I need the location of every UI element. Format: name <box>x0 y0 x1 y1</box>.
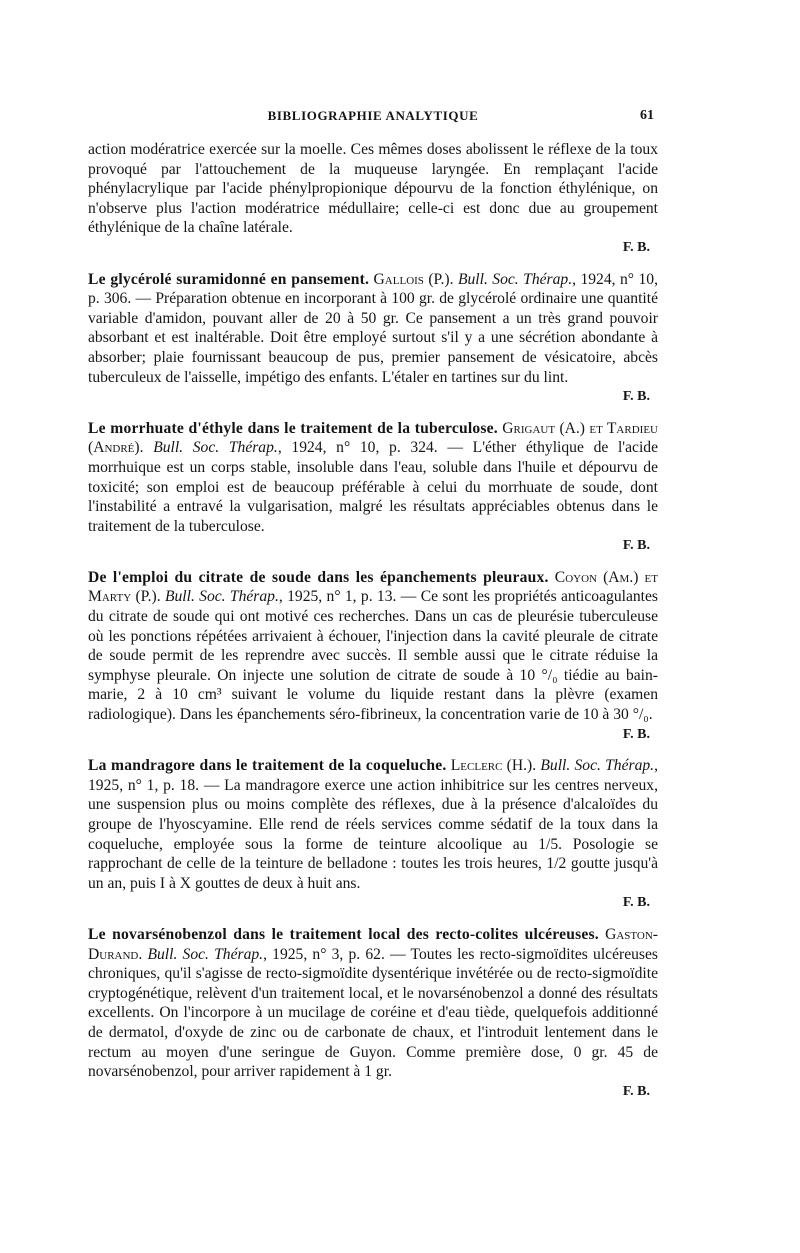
entry-author: Leclerc (H.). <box>450 757 537 775</box>
abstract-entry <box>88 270 658 407</box>
entry-source: Bull. Soc. Thérap. <box>147 945 264 963</box>
abstract-entry <box>88 925 658 1101</box>
entry-signature: F. B. <box>622 726 650 742</box>
entry-reference: , 1925, n° 3, p. 62. <box>263 945 385 963</box>
page-header <box>88 108 658 130</box>
entry-body: — La mandragore exerce une action inhibitrice sur les centres nerveux, une suspension plus ou moins complète des réflexes, due à la présence d'alcaloïdes du groupe de l'hyoscyamine. Elle rend de réels services comme sédatif de la toux dans la coqueluche, employée sous la forme de teinture alcoolique au 1/5. Posologie se rapprochant de celle de la teinture de belladone : toutes les trois heures, 1/2 goutte jusqu'à un an, puis I à X gouttes de deux à huit ans. <box>88 776 658 892</box>
entry-author: Coyon (Am.) et Marty (P.). <box>88 568 658 606</box>
intro-paragraph <box>88 140 658 258</box>
entry-title: La mandragore dans le traitement de la coqueluche. <box>88 757 447 775</box>
entry-signature: F. B. <box>622 239 650 255</box>
entry-source: Bull. Soc. Thérap. <box>457 270 573 288</box>
entry-author: Grigaut (A.) et Tardieu (André). <box>88 419 658 457</box>
abstract-entry <box>88 419 658 556</box>
abstract-entry <box>88 756 658 913</box>
page-number: 61 <box>640 108 654 123</box>
entry-signature: F. B. <box>622 1083 650 1099</box>
entry-body: — L'éther éthylique de l'acide morrhuique est un corps stable, insoluble dans l'eau, soluble dans l'huile et dépourvu de toxicité; son emploi est de beaucoup préférable à celui du morrhuate de soude, dont l'instabilité a entravé la vulgarisation, malgré les résultats appréciables obtenus dans le traitement de la tuberculose. <box>88 439 658 535</box>
entry-author: Gallois (P.). <box>373 270 454 288</box>
entry-reference: , 1925, n° 1, p. 13. <box>278 588 397 606</box>
entry-signature: F. B. <box>622 895 650 911</box>
running-head: BIBLIOGRAPHIE ANALYTIQUE <box>267 108 479 123</box>
entry-reference: , 1924, n° 10, p. 324. <box>277 439 438 457</box>
entry-title: De l'emploi du citrate de soude dans les épanchements pleuraux. <box>88 568 549 586</box>
entry-source: Bull. Soc. Thérap. <box>164 588 279 606</box>
entry-signature: F. B. <box>622 538 650 554</box>
entry-body: — Toutes les recto-sigmoïdites ulcéreuses chroniques, qu'il s'agisse de recto-sigmoïdite dysentérique invétérée ou de recto-sigmoïdite cryptogénétique, relèvent d'un traitement local, et le novarsénobenzol a donné des résultats excellents. On l'incorpore à un mucilage de coréine et d'eau tiède, quelquefois additionné de dermatol, d'oxyde de zinc ou de carbonate de chaux, et l'introduit lentement dans le rectum au moyen d'une seringue de Guyon. Comme première dose, 0 gr. 45 de novarsénobenzol, pour arriver rapidement à 1 gr. <box>88 945 658 1081</box>
entry-author: Gaston-Durand. <box>88 925 658 963</box>
entry-source: Bull. Soc. Thérap. <box>153 439 278 457</box>
entry-source: Bull. Soc. Thérap. <box>540 757 655 775</box>
intro-text: action modératrice exercée sur la moelle. Ces mêmes doses abolissent le réflexe de la toux provoqué par l'attouchement de la muqueuse laryngée. En remplaçant l'acide phénylacrylique par l'acide phénylpropionique dépourvu de la fonction éthylénique, on n'observe plus l'action modératrice médullaire; celle-ci est donc due au groupement éthylénique de la chaîne latérale. <box>88 141 658 237</box>
entry-title: Le morrhuate d'éthyle dans le traitement de la tuberculose. <box>88 419 498 437</box>
entry-title: Le novarsénobenzol dans le traitement local des recto-colites ulcéreuses. <box>88 925 599 943</box>
entry-body: — Ce sont les propriétés anticoagulantes du citrate de soude qui ont motivé ces recherches. Dans un cas de pleurésie tuberculeuse où les ponctions répétées arrivaient à échouer, l'injection dans la cavité pleurale de citrate de soude permit de les reprendre avec succès. Il semble aussi que le citrate réduise la symphyse pleurale. On injecte une solution de citrate de soude à 10 °/₀ tiédie au bain-marie, 2 à 10 cm³ suivant le volume du liquide restant dans la plèvre (examen radiologique). Dans les épanchements séro-fibrineux, la concentration varie de 10 à 30 °/₀. <box>88 588 658 724</box>
entry-body: — Préparation obtenue en incorporant à 100 gr. de glycérolé ordinaire une quantité variable d'amidon, pouvant aller de 20 à 50 gr. Ce pansement a un très grand pouvoir absorbant et est inaltérable. Doit être employé surtout s'il y a une sécrétion abondante à absorber; plaie fournissant beaucoup de pus, premier pansement de vésicatoire, abcès tuberculeux de l'aisselle, impétigo des enfants. L'étaler en tartines sur du lint. <box>88 290 658 386</box>
page-body <box>88 140 658 1101</box>
entry-reference: , 1924, n° 10, p. 306. <box>88 270 658 308</box>
entry-title: Le glycérolé suramidonné en pansement. <box>88 270 370 288</box>
abstract-entry <box>88 568 658 744</box>
entry-signature: F. B. <box>622 389 650 405</box>
entry-reference: , 1925, n° 1, p. 18. <box>88 757 658 794</box>
